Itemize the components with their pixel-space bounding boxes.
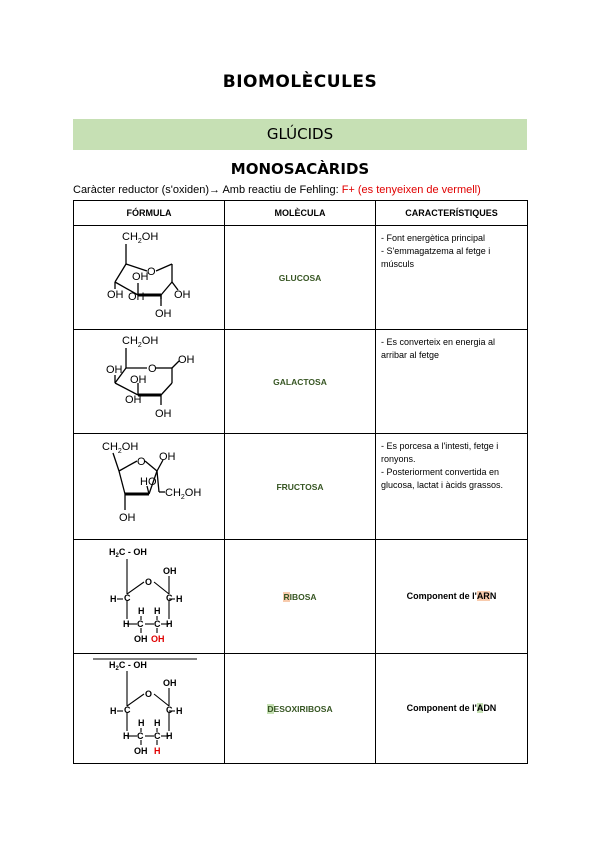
monosaccharides-table (73, 200, 528, 764)
formula-text: OH (159, 451, 176, 463)
formula-text: OH (119, 512, 136, 524)
formula-text: OH (155, 408, 172, 420)
formula-text: C (154, 731, 161, 741)
formula-text: H (110, 706, 117, 716)
formula-text: C (124, 705, 131, 715)
char-highlight: A (476, 703, 484, 713)
note-result: F+ (es tenyeixen de vermell) (341, 184, 481, 196)
arrow-icon: → (209, 184, 220, 196)
deoxyribose-structure (79, 654, 219, 758)
molecule-desoxiribosa (225, 654, 376, 764)
formula-text: $CH_2OH$ (122, 231, 159, 245)
formula-text: C (137, 731, 144, 741)
molecule-fructosa: FRUCTOSA (225, 434, 376, 540)
characteristic-line: - Es porcesa a l'intesti, fetge i ronyons. (381, 441, 499, 464)
formula-text: H (123, 619, 130, 629)
characteristics-cell (376, 654, 528, 764)
glucose-structure (99, 227, 199, 323)
char-suffix: DN (483, 703, 497, 713)
table-row (74, 654, 528, 764)
note-middle: Amb reactiu de Fehling: (220, 184, 342, 196)
glucose-formula (74, 226, 225, 330)
formula-text: O (145, 577, 153, 587)
note-prefix: Caràcter reductor (s'oxiden) (73, 184, 209, 196)
section-banner: GLÚCIDS (73, 119, 527, 150)
characteristics-cell (376, 330, 528, 434)
formula-text: H (123, 731, 130, 741)
formula-text: O (148, 363, 157, 375)
fructose-structure (99, 436, 202, 532)
formula-text: H (176, 706, 183, 716)
galactose-formula (74, 330, 225, 434)
formula-text: OH (155, 308, 172, 320)
table-row (74, 330, 528, 434)
formula-text: $CH_2OH$ (122, 335, 159, 349)
header-molecule: MOLÈCULA (225, 201, 376, 226)
formula-text: $H_2C$ - OH (109, 660, 147, 672)
formula-text: H (138, 606, 145, 616)
formula-text: OH (106, 364, 123, 376)
formula-text: H (154, 606, 161, 616)
molecule-rest: ESOXIRIBOSA (273, 703, 333, 714)
formula-text: OH (130, 374, 147, 386)
subsection-title: MONOSACÀRIDS (230, 160, 370, 178)
formula-text: $CH_2OH$ (102, 441, 139, 455)
formula-text: OH (163, 678, 177, 688)
header-formula: FÓRMULA (74, 201, 225, 226)
page-title: BIOMOLÈCULES (222, 72, 378, 92)
characteristic-line: - Posteriorment convertida en glucosa, lactat i àcids grassos. (381, 467, 504, 490)
formula-text: OH (132, 271, 149, 283)
formula-text: OH (125, 394, 142, 406)
formula-text: H (154, 718, 161, 728)
formula-text: OH (163, 566, 177, 576)
formula-text: H (110, 594, 117, 604)
ribose-formula (74, 540, 225, 654)
formula-text: C (154, 619, 161, 629)
char-highlight: AR (476, 591, 490, 601)
header-characteristics: CARACTERÍSTIQUES (376, 201, 528, 226)
characteristic-line: - S'emmagatzema al fetge i músculs (381, 246, 491, 269)
formula-text: OH (174, 289, 191, 301)
formula-text: OH (134, 746, 148, 756)
table-row (74, 226, 528, 330)
formula-text: OH (151, 634, 165, 644)
formula-text: C (166, 705, 173, 715)
characteristic-line: - Es converteix en energia al arribar al fetge (381, 337, 496, 360)
molecule-highlight: R (283, 591, 290, 602)
formula-text: $H_2C$ - OH (109, 547, 147, 559)
formula-text: C (166, 593, 173, 603)
molecule-galactosa: GALACTOSA (225, 330, 376, 434)
formula-text: HO (140, 476, 157, 488)
molecule-rest: IBOSA (289, 591, 317, 602)
formula-text: H (138, 718, 145, 728)
table-row (74, 434, 528, 540)
formula-text: O (137, 456, 146, 468)
formula-text: O (147, 266, 156, 278)
formula-text: $CH_2OH$ (165, 487, 202, 501)
formula-text: C (124, 593, 131, 603)
formula-text: H (154, 746, 161, 756)
char-suffix: N (489, 591, 497, 601)
characteristics-cell (376, 540, 528, 654)
formula-text: O (145, 689, 153, 699)
fehling-note (73, 184, 481, 196)
formula-text: H (166, 619, 173, 629)
formula-text: C (137, 619, 144, 629)
char-prefix: Component de l' (406, 591, 477, 601)
formula-text: H (176, 594, 183, 604)
table-row (74, 540, 528, 654)
formula-text: OH (128, 291, 145, 303)
molecule-glucosa: GLUCOSA (225, 226, 376, 330)
char-prefix: Component de l' (406, 703, 477, 713)
characteristics-cell (376, 226, 528, 330)
molecule-highlight: D (267, 703, 274, 714)
formula-text: OH (178, 354, 195, 366)
deoxyribose-formula (74, 654, 225, 764)
fructose-formula (74, 434, 225, 540)
formula-text: OH (107, 289, 124, 301)
galactose-structure (99, 331, 199, 427)
formula-text: OH (134, 634, 148, 644)
molecule-ribosa (225, 540, 376, 654)
characteristics-cell (376, 434, 528, 540)
ribose-structure (99, 542, 199, 646)
formula-text: H (166, 731, 173, 741)
characteristic-line: - Font energètica principal (381, 233, 486, 243)
table-header-row (74, 201, 528, 226)
